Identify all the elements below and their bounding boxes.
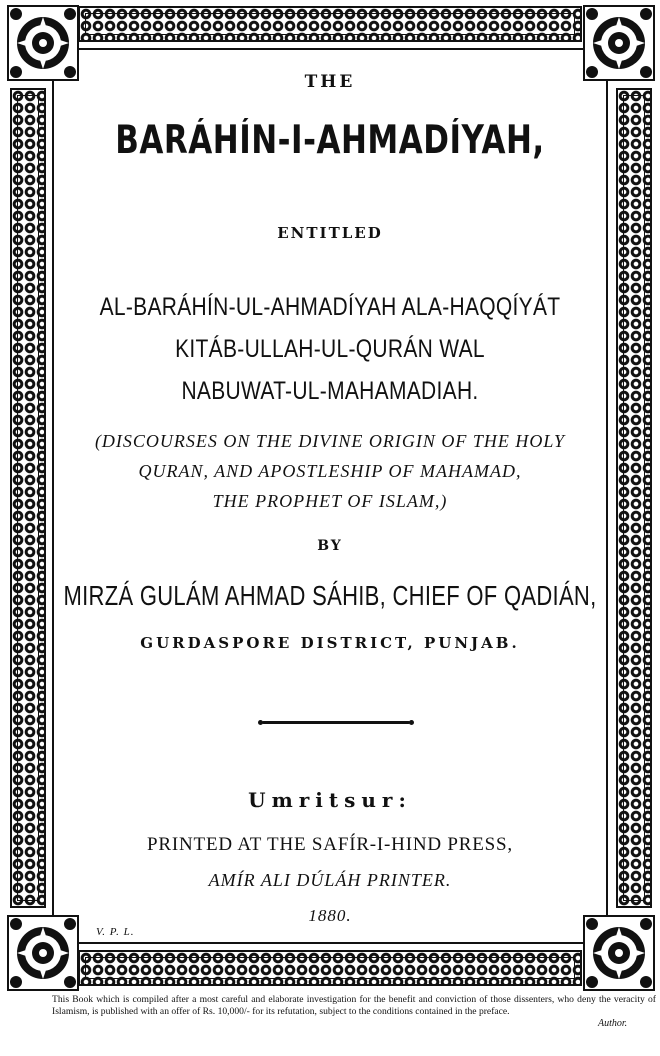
press-line: PRINTED AT THE SAFÍR-I-HIND PRESS, xyxy=(147,834,513,855)
article-the: THE xyxy=(304,72,356,92)
entitled-label: ENTITLED xyxy=(277,224,383,242)
book-title: BARÁHÍN-I-AHMADÍYAH, xyxy=(115,118,545,163)
border-top-band xyxy=(78,6,582,42)
subtitle xyxy=(0,426,660,516)
full-title xyxy=(0,286,660,412)
publication-place: Umritsur: xyxy=(248,788,412,812)
ornamental-corner-icon xyxy=(6,4,80,82)
full-title-line: NABUWAT-UL-MAHAMADIAH. xyxy=(181,377,479,405)
subtitle-line: (DISCOURSES ON THE DIVINE ORIGIN OF THE HOLY xyxy=(94,431,566,451)
border-bottom-band xyxy=(78,950,582,986)
subtitle-line: QURAN, AND APOSTLESHIP OF MAHAMAD, xyxy=(138,461,522,481)
author-district: GURDASPORE DISTRICT, PUNJAB. xyxy=(140,634,520,652)
border-inner-rule-bottom xyxy=(54,942,606,944)
subtitle-line: THE PROPHET OF ISLAM,) xyxy=(212,491,448,511)
footer-signature: Author. xyxy=(598,1018,628,1029)
full-title-line: KITÁB-ULLAH-UL-QURÁN WAL xyxy=(175,335,485,363)
full-title-line: AL-BARÁHÍN-UL-AHMADÍYAH ALA-HAQQÍYÁT xyxy=(99,293,561,321)
publication-year: 1880. xyxy=(308,906,352,925)
library-mark: V. P. L. xyxy=(96,926,135,938)
author-name: MIRZÁ GULÁM AHMAD SÁHIB, CHIEF OF QADIÁN, xyxy=(63,580,597,612)
footer-notice: This Book which is compiled after a most careful and elaborate investigation for the benefit and conviction of those dissenters, who deny the veracity of Islamism, is published with an offer of Rs. 10,000/- for its refutation, subject to the conditions contained in the preface. xyxy=(52,994,656,1017)
border-inner-rule-top xyxy=(54,48,606,50)
printer-line: AMÍR ALI DÚLÁH PRINTER. xyxy=(208,870,452,890)
by-label: BY xyxy=(317,538,343,554)
ornamental-corner-icon xyxy=(582,4,656,82)
ornamental-divider xyxy=(262,721,410,724)
